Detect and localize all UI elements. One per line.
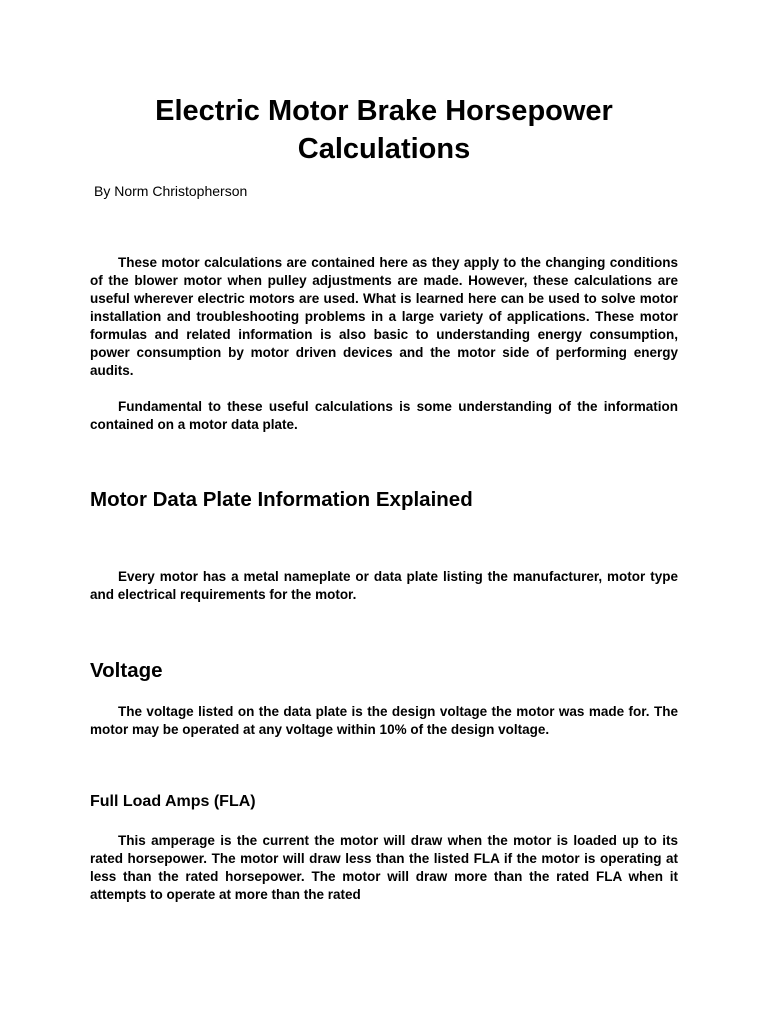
document-title: Electric Motor Brake Horsepower Calculations — [155, 95, 613, 165]
heading-data-plate: Motor Data Plate Information Explained — [90, 488, 473, 511]
author-byline: By Norm Christopherson — [94, 183, 248, 199]
fundamental-paragraph: Fundamental to these useful calculations is some understanding of the information contained on a motor data plate. — [90, 399, 678, 432]
intro-paragraph: These motor calculations are contained here as they apply to the changing conditions of the blower motor when pulley adjustments are made. However, these calculations are useful wherever electric motors are used. What is learned here can be used to solve motor installation and troubleshooting problems in a large variety of applications. These motor formulas and related information is also basic to understanding energy consumption, power consumption by motor driven devices and the motor side of performing energy audits. — [90, 255, 678, 378]
heading-voltage: Voltage — [90, 659, 163, 682]
voltage-paragraph: The voltage listed on the data plate is the design voltage the motor was made for. The motor may be operated at any voltage within 10% of the design voltage. — [90, 704, 678, 737]
fla-paragraph: This amperage is the current the motor will draw when the motor is loaded up to its rated horsepower. The motor will draw less than the listed FLA if the motor is operating at less than the rated horsepower. The motor will draw more than the rated FLA when it attempts to operate at more than the rated — [90, 833, 678, 902]
heading-full-load-amps: Full Load Amps (FLA) — [90, 793, 256, 810]
nameplate-paragraph: Every motor has a metal nameplate or data plate listing the manufacturer, motor type and electrical requirements for the motor. — [90, 569, 678, 602]
